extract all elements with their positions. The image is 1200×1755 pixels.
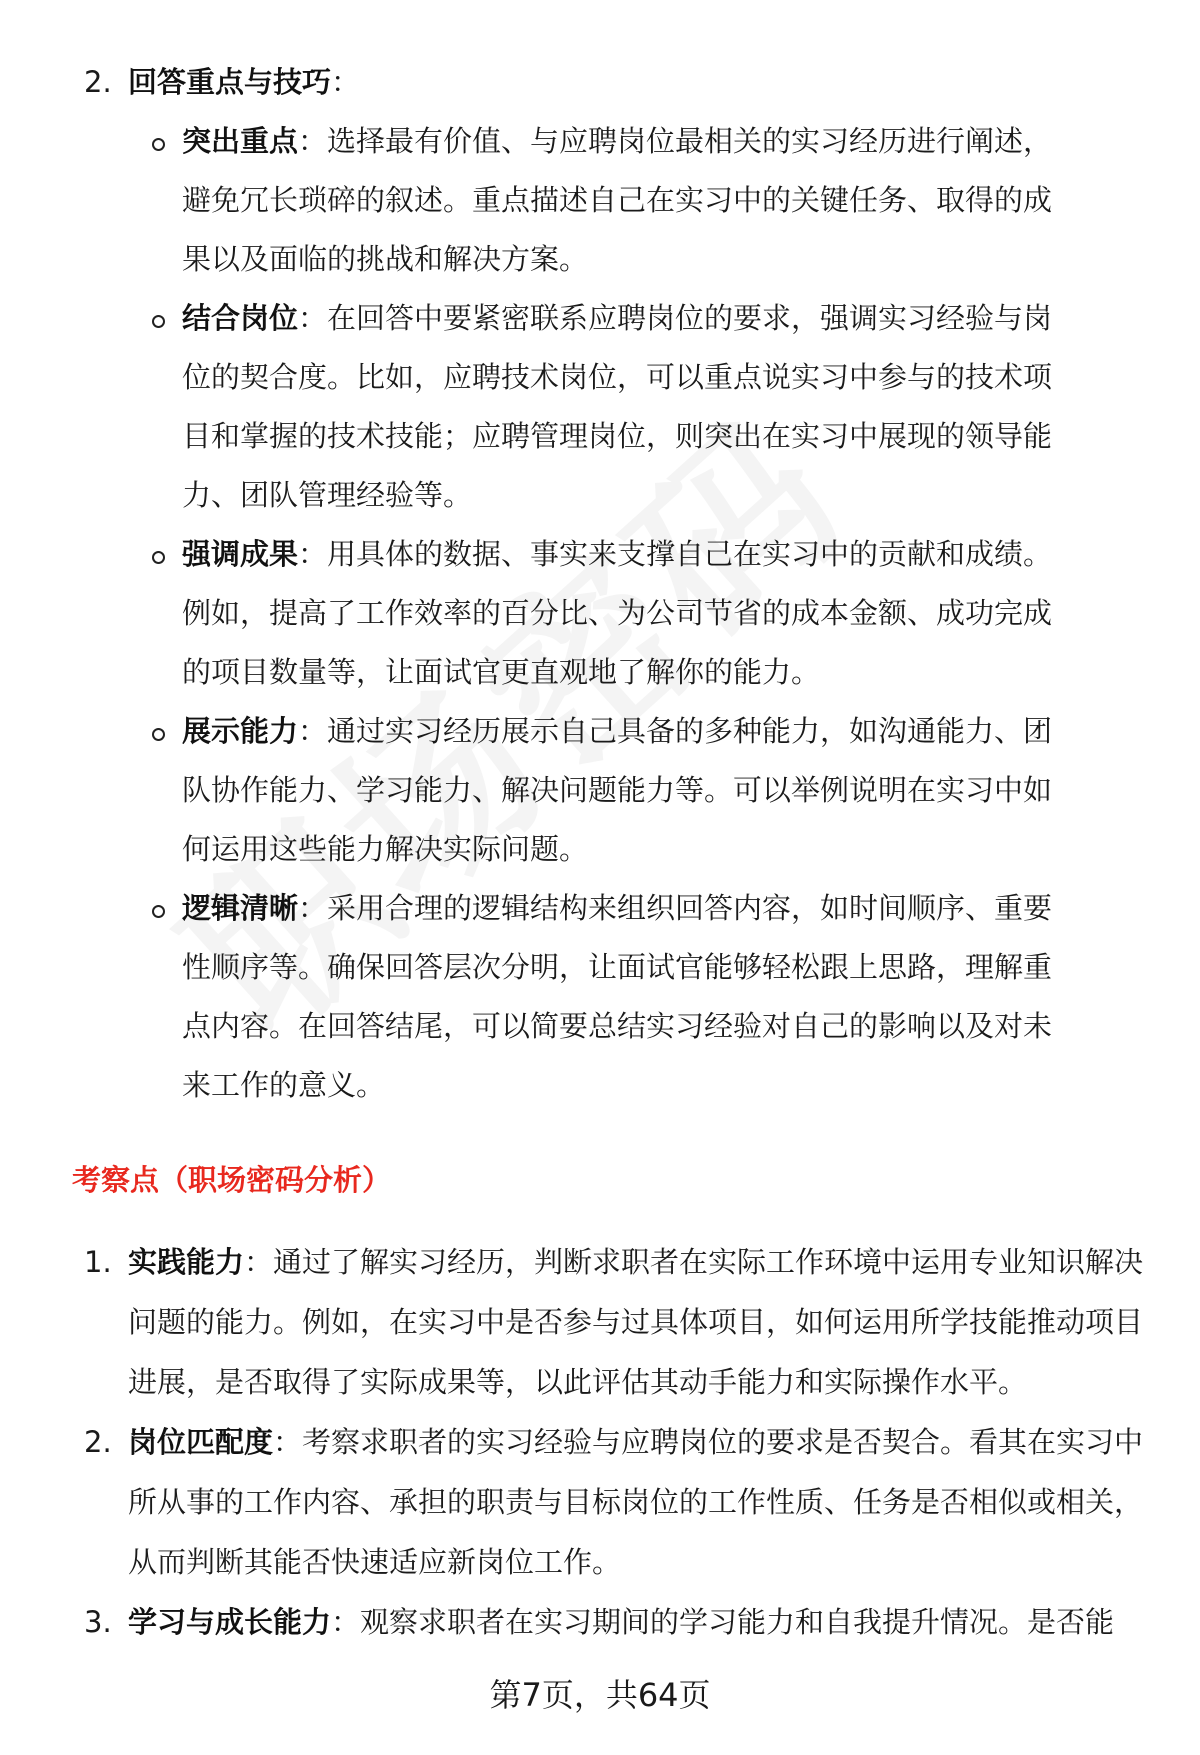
sub-bullet-list: [0, 112, 1144, 1115]
list-item: [84, 1412, 1144, 1592]
sub-item-text: ：采用合理的逻辑结构来组织回答内容，如时间顺序、重要性顺序等。确保回答层次分明，让面试官能够轻松跟上思路，理解重点内容。在回答结尾，可以简要总结实习经验对自己的影响以及对未来工作的意义。: [182, 891, 1053, 1102]
section-heading: 考察点（职场密码分析）: [72, 1163, 392, 1197]
hollow-bullet-icon: [152, 551, 165, 564]
page-number: 第7页，共64页: [489, 1676, 711, 1714]
list-number: 2.: [84, 65, 112, 99]
list-item: [84, 1592, 1144, 1652]
sub-list-item: [0, 525, 1060, 702]
list-item-text: ：观察求职者在实习期间的学习能力和自我提升情况。是否能: [331, 1605, 1115, 1639]
sub-item-term: 逻辑清晰: [182, 891, 299, 925]
sub-list-item: [0, 289, 1060, 525]
list-item: [84, 1232, 1144, 1412]
list-item-term: 实践能力: [128, 1245, 245, 1279]
sub-list-item: [0, 112, 1060, 289]
list-number: 3.: [84, 1605, 112, 1639]
sub-item-text: ：在回答中要紧密联系应聘岗位的要求，强调实习经验与岗位的契合度。比如，应聘技术岗位，可以重点说实习中参与的技术项目和掌握的技术技能；应聘管理岗位，则突出在实习中展现的领导能力、团队管理经验等。: [182, 301, 1053, 512]
sub-item-term: 结合岗位: [182, 301, 299, 335]
sub-item-term: 展示能力: [182, 714, 299, 748]
list-number: 1.: [84, 1245, 112, 1279]
sub-item-text: ：通过实习经历展示自己具备的多种能力，如沟通能力、团队协作能力、学习能力、解决问题能力等。可以举例说明在实习中如何运用这些能力解决实际问题。: [182, 714, 1053, 866]
hollow-bullet-icon: [152, 728, 165, 741]
assessment-list: [84, 1232, 1144, 1652]
list-item-term: 学习与成长能力: [128, 1605, 332, 1639]
hollow-bullet-icon: [152, 315, 165, 328]
list-number: 2.: [84, 1425, 112, 1459]
sub-item-term: 突出重点: [182, 124, 299, 158]
sub-item-text: ：用具体的数据、事实来支撑自己在实习中的贡献和成绩。例如，提高了工作效率的百分比、为公司节省的成本金额、成功完成的项目数量等，让面试官更直观地了解你的能力。: [182, 537, 1053, 689]
hollow-bullet-icon: [152, 138, 165, 151]
list-item-term: 岗位匹配度: [128, 1425, 274, 1459]
sub-item-term: 强调成果: [182, 537, 299, 571]
list-item: [84, 52, 1144, 112]
sub-list-item: [0, 702, 1060, 879]
list-item-text: ：考察求职者的实习经验与应聘岗位的要求是否契合。看其在实习中所从事的工作内容、承担的职责与目标岗位的工作性质、任务是否相似或相关，从而判断其能否快速适应新岗位工作。: [128, 1425, 1144, 1579]
hollow-bullet-icon: [152, 905, 165, 918]
list-item-colon: ：: [331, 65, 361, 99]
list-item-text: ：通过了解实习经历，判断求职者在实际工作环境中运用专业知识解决问题的能力。例如，在实习中是否参与过具体项目，如何运用所学技能推动项目进展，是否取得了实际成果等，以此评估其动手能力和实际操作水平。: [128, 1245, 1144, 1399]
list-item-title: 回答重点与技巧: [128, 65, 332, 99]
tips-list: [84, 52, 1144, 1115]
sub-item-text: ：选择最有价值、与应聘岗位最相关的实习经历进行阐述，避免冗长琐碎的叙述。重点描述自己在实习中的关键任务、取得的成果以及面临的挑战和解决方案。: [182, 124, 1053, 276]
sub-list-item: [0, 879, 1060, 1115]
